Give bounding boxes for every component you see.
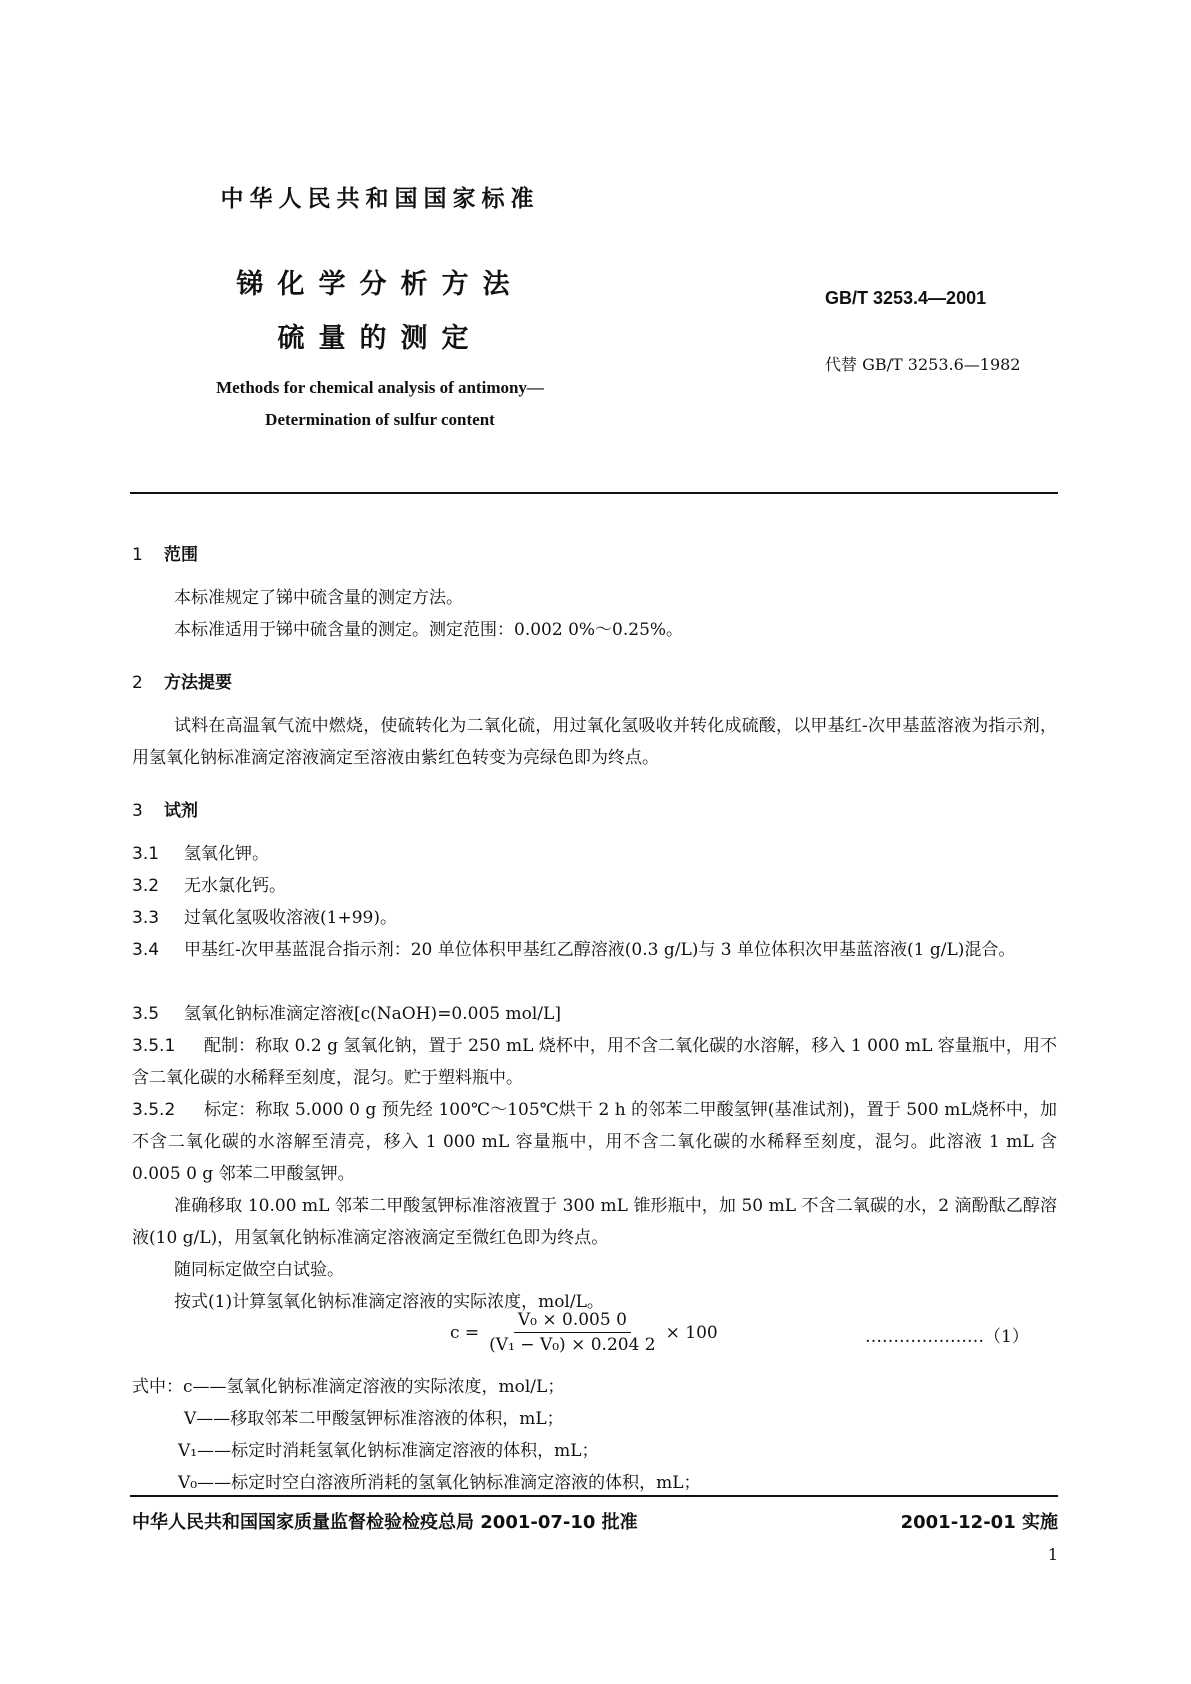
calibration-paragraph: 准确移取 10.00 mL 邻苯二甲酸氢钾标准溶液置于 300 mL 锥形瓶中，加 50 mL 不含二氧碳的水，2 滴酚酞乙醇溶液(10 g/L)，用氢氧化钠标准滴定溶液滴定至微红色即为终点。 bbox=[132, 1196, 1057, 1248]
where-line-c: 式中：c——氢氧化钠标准滴定溶液的实际浓度，mol/L； bbox=[132, 1377, 565, 1397]
item-3-5-2 bbox=[132, 1094, 1057, 1190]
title-line-2: 硫量的测定 bbox=[277, 323, 483, 354]
english-title-line-2: Determination of sulfur content bbox=[265, 410, 495, 429]
formula-numerator: V₀ × 0.005 0 bbox=[514, 1310, 631, 1333]
section-3-heading bbox=[132, 796, 198, 821]
footer-rule bbox=[130, 1495, 1058, 1497]
section-2-number: 2 bbox=[132, 673, 143, 693]
header-rule bbox=[130, 492, 1058, 494]
item-3-5-number: 3.5 bbox=[132, 1004, 160, 1024]
item-3-2 bbox=[132, 870, 1057, 902]
item-3-1-text: 氢氧化钾。 bbox=[184, 844, 269, 864]
section-2-paragraph: 试料在高温氧气流中燃烧，使硫转化为二氧化硫，用过氧化氢吸收并转化成硫酸，以甲基红-次甲基蓝溶液为指示剂，用氢氧化钠标准滴定溶液滴定至溶液由紫红色转变为亮绿色即为终点。 bbox=[132, 716, 1057, 768]
standard-number: GB/T 3253.4—2001 bbox=[825, 288, 987, 308]
section-1-title: 范围 bbox=[164, 545, 198, 565]
item-3-4 bbox=[132, 934, 1057, 966]
item-3-5-1-number: 3.5.1 bbox=[132, 1036, 176, 1056]
item-3-2-text: 无水氯化钙。 bbox=[184, 876, 286, 896]
where-line-v: V——移取邻苯二甲酸氢钾标准溶液的体积，mL； bbox=[184, 1409, 564, 1429]
section-3-number: 3 bbox=[132, 801, 143, 821]
item-3-5-2-text: 标定：称取 5.000 0 g 预先经 100℃～105℃烘干 2 h 的邻苯二甲酸氢钾(基准试剂)，置于 500 mL烧杯中，加不含二氧化碳的水溶解至清亮，移入 1 000 mL 容量瓶中，用不含二氧化碳的水稀释至刻度，混匀。此溶液 1 mL 含 0.005 0 g 邻苯二甲酸氢钾。 bbox=[132, 1100, 1057, 1184]
item-3-5-1 bbox=[132, 1030, 1057, 1094]
item-3-3 bbox=[132, 902, 1057, 934]
item-3-5-text: 氢氧化钠标准滴定溶液[c(NaOH)=0.005 mol/L] bbox=[184, 1004, 561, 1024]
blank-test-paragraph: 随同标定做空白试验。 bbox=[174, 1260, 344, 1280]
formula-1 bbox=[450, 1310, 718, 1355]
item-3-5-1-text: 配制：称取 0.2 g 氢氧化钠，置于 250 mL 烧杯中，用不含二氧化碳的水溶解，移入 1 000 mL 容量瓶中，用不含二氧化碳的水稀释至刻度，混匀。贮于塑料瓶中。 bbox=[132, 1036, 1057, 1088]
item-3-2-number: 3.2 bbox=[132, 876, 160, 896]
item-3-4-text: 甲基红-次甲基蓝混合指示剂：20 单位体积甲基红乙醇溶液(0.3 g/L)与 3 单位体积次甲基蓝溶液(1 g/L)混合。 bbox=[184, 940, 1016, 960]
item-3-4-number: 3.4 bbox=[132, 940, 160, 960]
section-1-heading bbox=[132, 540, 198, 565]
formula-multiplier: × 100 bbox=[665, 1322, 718, 1343]
replaces-standard: 代替 GB/T 3253.6—1982 bbox=[825, 355, 1021, 374]
formula-equation-number: …………………（1） bbox=[865, 1327, 1029, 1347]
section-3-title: 试剂 bbox=[164, 801, 198, 821]
where-line-v0: V₀——标定时空白溶液所消耗的氢氧化钠标准滴定溶液的体积，mL； bbox=[178, 1473, 701, 1493]
item-3-1 bbox=[132, 838, 1057, 870]
formula-fraction bbox=[485, 1310, 659, 1355]
item-3-1-number: 3.1 bbox=[132, 844, 160, 864]
item-3-3-number: 3.3 bbox=[132, 908, 160, 928]
section-1-number: 1 bbox=[132, 545, 143, 565]
section-1-paragraph-2: 本标准适用于锑中硫含量的测定。测定范围：0.002 0%～0.25%。 bbox=[174, 620, 684, 640]
section-2-title: 方法提要 bbox=[164, 673, 232, 693]
english-title-line-1: Methods for chemical analysis of antimony— bbox=[216, 378, 544, 397]
approval-statement: 中华人民共和国国家质量监督检验检疫总局 2001-07-10 批准 bbox=[132, 1512, 638, 1533]
section-1-paragraph-1: 本标准规定了锑中硫含量的测定方法。 bbox=[174, 588, 463, 608]
page-number: 1 bbox=[1047, 1545, 1058, 1564]
item-3-5-2-number: 3.5.2 bbox=[132, 1100, 176, 1120]
where-line-v1: V₁——标定时消耗氢氧化钠标准滴定溶液的体积，mL； bbox=[178, 1441, 599, 1461]
formula-lhs: c = bbox=[450, 1322, 480, 1343]
national-standard-heading: 中华人民共和国国家标准 bbox=[220, 186, 540, 212]
formula-denominator: (V₁ − V₀) × 0.204 2 bbox=[489, 1335, 656, 1355]
effective-date: 2001-12-01 实施 bbox=[900, 1512, 1058, 1533]
title-line-1: 锑化学分析方法 bbox=[236, 269, 524, 300]
item-3-3-text: 过氧化氢吸收溶液(1+99)。 bbox=[184, 908, 397, 928]
item-3-5 bbox=[132, 998, 1057, 1030]
section-2-heading bbox=[132, 668, 232, 693]
formula-intro-paragraph: 按式(1)计算氢氧化钠标准滴定溶液的实际浓度，mol/L。 bbox=[174, 1292, 604, 1312]
